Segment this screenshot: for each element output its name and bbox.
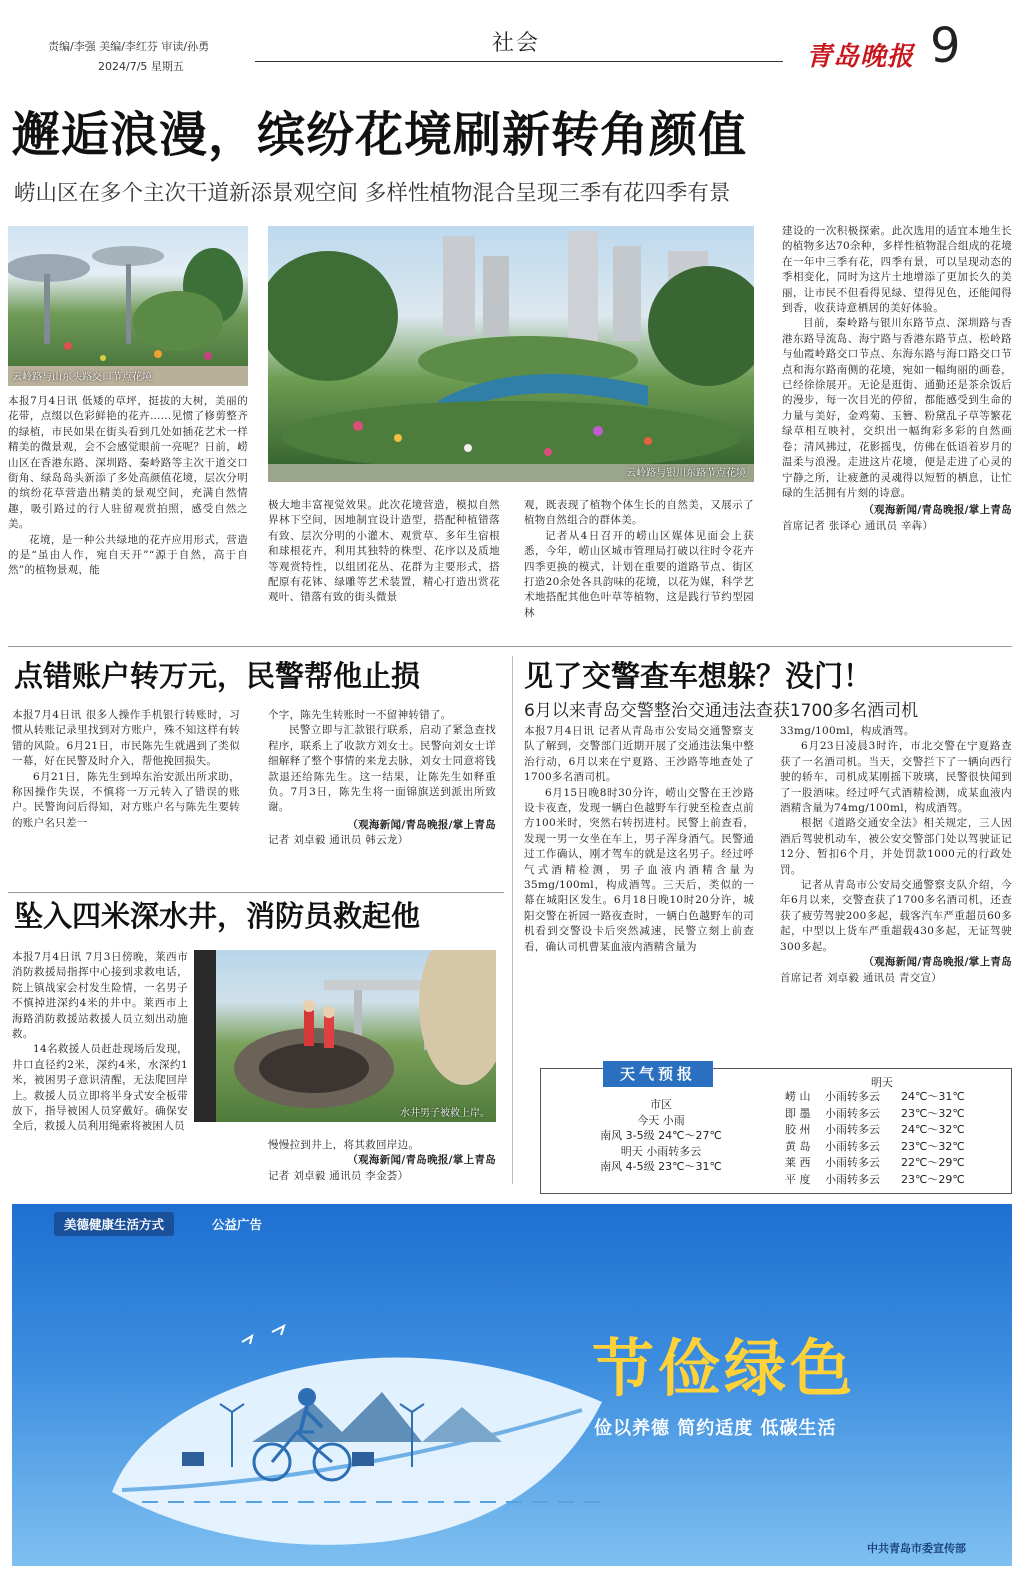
district-name: 胶 州	[785, 1123, 811, 1136]
lead-col-4-para: 建设的一次积极探索。此次选用的适宜本地生长的植物多达70余种，多样性植物混合组成的花境在一年中三季有花，四季有景，可以呈现动态的季相变化，同时为这片土地增添了更加长久的美丽，让市民不但看得见绿、望得见色，还能闻得到香，收获诗意栖居的美好体验。	[782, 225, 1012, 315]
story3-col-1	[12, 950, 188, 1135]
weather-today-detail: 南风 3-5级 24℃～27℃	[600, 1129, 722, 1142]
district-name: 黄 岛	[785, 1139, 811, 1153]
weather-district-row	[785, 1139, 1005, 1156]
ad-title: 节俭绿色	[592, 1332, 857, 1405]
story4-byline	[780, 955, 1012, 986]
district-cond: 小雨转多云	[825, 1156, 880, 1169]
story3-byline	[268, 1153, 496, 1184]
district-temp: 24℃～32℃	[901, 1123, 965, 1136]
story4-col-2	[780, 724, 1012, 986]
lead-col-1-para: 本报7月4日讯 低矮的草坪，挺拔的大树，美丽的花带，点缀以色彩鲜艳的花卉……见惯了修剪整齐的绿植，市民如果在街头看到几处如插花艺术一样精美的微景观，会不会感觉眼前一亮呢？日前，崂山区在香港东路、深圳路、秦岭路等主次干道交口街角、绿岛岛头新添了多处高颜值花境，层次分明的缤纷花草营造出精美的景观空间，充满自然情趣，吸引路过的行人驻留观赏拍照，感受自然之美。	[8, 395, 248, 531]
weather-district-row	[785, 1122, 1005, 1139]
story2-col-1-para: 本报7月4日讯 很多人操作手机银行转账时，习惯从转账记录里找到对方账户，殊不知这样有转错的风险。6月21日，市民陈先生就遇到了类似一幕，好在民警及时介入，帮他挽回损失。	[12, 709, 240, 768]
story2-col-2	[268, 708, 496, 849]
ad-tag-1: 美德健康生活方式	[54, 1212, 174, 1236]
district-temp: 24℃～31℃	[901, 1090, 965, 1103]
lead-photo-large-caption: 云岭路与银川东路节点花境	[626, 468, 746, 479]
lead-subhead: 崂山区在多个主次干道新添景观空间 多样性植物混合呈现三季有花四季有景	[14, 181, 731, 206]
story3-headline: 坠入四米深水井，消防员救起他	[14, 899, 421, 933]
story4-byline-line-1: （观海新闻/青岛晚报/掌上青岛	[863, 956, 1012, 969]
section-title: 社会	[492, 31, 541, 56]
district-name: 莱 西	[785, 1156, 811, 1169]
story3-col-2	[268, 1138, 496, 1184]
masthead-logo: 青岛晚报	[806, 42, 915, 72]
ad-slogan: 俭以养德 简约适度 低碳生活	[594, 1418, 837, 1439]
story3-col-1-para-2: 14名救援人员赶赴现场后发现，井口直径约2米，深约4米，水深约1米，被困男子意识清醒，无法爬回岸上。救援人员立即将半身式安全板带放下，指导被困人员穿戴好。确保安全后，救援人员利用绳索将被困人员	[12, 1043, 188, 1133]
story4-col-1	[524, 724, 754, 955]
district-cond: 小雨转多云	[825, 1172, 880, 1186]
story3-col-2-para: 慢慢拉到井上，将其救回岸边。	[268, 1139, 420, 1151]
weather-district-row	[785, 1106, 1005, 1123]
weather-tomorrow-detail: 南风 4-5级 23℃～31℃	[600, 1160, 722, 1173]
header-rule	[255, 61, 783, 62]
lead-byline-line-1: （观海新闻/青岛晚报/掌上青岛	[863, 504, 1012, 517]
weather-tomorrow: 明天 小雨转多云	[620, 1144, 702, 1158]
ad-tag-2: 公益广告	[212, 1217, 263, 1232]
story4-col-1-para-2: 6月15日晚8时30分许，崂山交警在王沙路设卡夜查，发现一辆白色越野车行驶至检查点前方100米时，突然右转拐进村。民警上前查看，发现一男一女坐在车上，男子浑身酒气。民警通过工作确认，刚才驾车的就是这名男子。经过呼气式酒精检测，男子血液内酒精含量为35mg/100ml，构成酒驾。三天后，类似的一幕在城阳区发生。6月18日晚10时20分许，城阳交警在祈园一路夜查时，一辆白色越野车的司机看到交警设卡后突然减速，民警立刻上前查看，确认司机曹某血液内酒精含量为	[524, 786, 754, 953]
ad-leaf-illustration	[82, 1292, 642, 1562]
story4-headline: 见了交警查车想躲？没门！	[524, 659, 873, 693]
weather-tomorrow-header: 明天	[871, 1076, 893, 1089]
story2-col-2-para-2: 民警立即与汇款银行联系，启动了紧急查找程序，联系上了收款方刘女士。民警向刘女士详细解释了整个事情的来龙去脉，刘女士同意将钱款退还给陈先生。这一结果，让陈先生如释重负。7月3日，陈先生将一面锦旗送到派出所致谢。	[268, 724, 496, 814]
lead-col-1	[8, 394, 248, 579]
story4-byline-line-2: 首席记者 刘卓毅 通讯员 青交宣）	[780, 971, 943, 984]
story2-headline: 点错账户转万元，民警帮他止损	[14, 659, 421, 693]
divider-lead	[8, 646, 1012, 647]
weather-district-row	[785, 1089, 1005, 1106]
story2-col-2-para: 个字，陈先生转账时一不留神转错了。	[268, 709, 452, 721]
lead-col-2-para: 极大地丰富视觉效果。此次花境营造，模拟自然界林下空间，因地制宜设计造型，搭配种植错落有致、层次分明的小灌木、观赏草、多年生宿根和球根花卉，利用其独特的株型、花序以及质地等观赏特性，以组团花丛、花群为主要形式，搭配原有花钵、绿雕等艺术装置，精心打造出赏花观叶、错落有致的街头微景	[268, 499, 500, 604]
district-temp: 23℃～29℃	[901, 1172, 965, 1186]
story2-col-1	[12, 708, 240, 831]
story2-byline-line-1: （观海新闻/青岛晚报/掌上青岛	[347, 818, 496, 831]
district-name: 平 度	[785, 1172, 811, 1186]
district-name: 即 墨	[785, 1106, 811, 1120]
lead-col-4-para-2: 目前，秦岭路与银川东路节点、深圳路与香港东路导流岛、海宁路与香港东路节点、松岭路与仙霞岭路交口节点、东海东路与海口路交口节点和海尔路南侧的花境，宛如一幅绚丽的画卷，已经徐徐展开。无论是逛街、通勤还是茶余饭后的漫步，每一次目光的停留，都能感受到生命的力量与美好，金鸡菊、玉簪、粉黛乱子草等繁花绿草相互映衬，交织出一幅绚彩多彩的自然画卷；清风拂过，花影摇曳，仿佛在低语着岁月的温柔与浪漫。走进这片花境，便是走进了心灵的宁静之所，让疲惫的灵魂得以短暂的栖息，让忙碌的生活拥有片刻的诗意。	[782, 317, 1012, 499]
story3-byline-line-1: （观海新闻/青岛晚报/掌上青岛	[347, 1154, 496, 1167]
story4-col-2-para-2: 6月23日凌晨3时许，市北交警在宁夏路查获了一名酒司机。当天，交警拦下了一辆向西行驶的轿车，司机成某刚摇下玻璃，民警很快闻到了一股酒味。经过呼气式酒精检测，成某血液内酒精含量为74mg/100ml，构成酒驾。	[780, 740, 1012, 815]
lead-photo-small-caption: 云岭路与山东头路交口节点花境	[12, 372, 152, 383]
story2-col-1-para-2: 6月21日，陈先生到埠东治安派出所求助，称因操作失误，不慎将一万元转入了错误的账户。民警询问后得知，对方账户名与陈先生要转的账户名只差一	[12, 770, 240, 829]
district-cond: 小雨转多云	[825, 1123, 880, 1136]
lead-col-1-para-2: 花境，是一种公共绿地的花卉应用形式，营造的是“虽由人作，宛自天开”“源于自然，高于自然”的植物景观，能	[8, 533, 248, 577]
weather-city-label: 市区	[650, 1098, 672, 1111]
divider-col	[512, 656, 513, 1184]
story2-byline-line-2: 记者 刘卓毅 通讯员 韩云龙）	[268, 834, 409, 847]
weather-district-row	[785, 1155, 1005, 1172]
district-name: 崂 山	[785, 1090, 811, 1103]
story2-byline	[268, 818, 496, 849]
lead-headline: 邂逅浪漫，缤纷花境刷新转角颜值	[12, 107, 748, 163]
story3-photo-caption: 水井男子被救上岸。	[400, 1108, 490, 1119]
story4-col-1-para: 本报7月4日讯 记者从青岛市公安局交通警察支队了解到，交警部门近期开展了交通违法集中整治行动，6月以来在宁夏路、王沙路等地查处了1700多名酒司机。	[524, 725, 754, 784]
lead-col-4	[782, 224, 1012, 534]
district-cond: 小雨转多云	[825, 1090, 880, 1103]
weather-district-row	[785, 1172, 1005, 1189]
page-number: 9	[930, 18, 961, 74]
header-date: 2024/7/5 星期五	[98, 60, 184, 73]
ad-banner	[12, 1204, 1012, 1566]
weather-box	[540, 1065, 1012, 1194]
story3-col-1-para: 本报7月4日讯 7月3日傍晚，莱西市消防救援局指挥中心接到求救电话，院上镇战家会村发生险情，一名男子不慎掉进深约4米的井中。莱西市上海路消防救援站救援人员立刻出动施救。	[12, 951, 188, 1041]
district-cond: 小雨转多云	[825, 1106, 880, 1120]
district-temp: 22℃～29℃	[901, 1156, 965, 1169]
weather-city-block	[561, 1097, 761, 1175]
lead-col-2	[268, 498, 500, 606]
lead-col-3-para: 观，既表现了植物个体生长的自然美，又展示了植物自然组合的群体美。	[524, 499, 754, 527]
story4-col-2-para-4: 记者从青岛市公安局交通警察支队介绍，今年6月以来，交警查获了1700多名酒司机，还查获了疲劳驾驶200多起，载客汽车严重超员60多起，中型以上货车严重超载430多起，无证驾驶300多起。	[780, 879, 1012, 953]
story4-subhead: 6月以来青岛交警整治交通违法查获1700多名酒司机	[524, 701, 919, 721]
ad-sponsor: 中共青岛市委宣传部	[867, 1542, 966, 1555]
divider-story2	[8, 892, 504, 893]
lead-byline	[782, 503, 1012, 534]
district-cond: 小雨转多云	[825, 1139, 880, 1153]
story4-col-2-para: 33mg/100ml，构成酒驾。	[780, 725, 915, 737]
lead-byline-line-2: 首席记者 张译心 通讯员 辛犇）	[782, 519, 934, 532]
lead-photo-small	[8, 226, 248, 386]
weather-today: 今天 小雨	[637, 1113, 685, 1127]
weather-title: 天气预报	[603, 1061, 713, 1087]
lead-photo-large	[268, 226, 754, 482]
story3-photo	[194, 950, 496, 1122]
lead-col-3	[524, 498, 754, 621]
district-temp: 23℃～32℃	[901, 1139, 965, 1153]
header-editors: 责编/李强 美编/李红芬 审读/孙勇	[48, 40, 210, 53]
story4-col-2-para-3: 根据《道路交通安全法》相关规定，三人因酒后驾驶机动车，被公安交警部门处以驾驶证记12分、暂扣6个月，并处罚款1000元的行政处罚。	[780, 817, 1012, 876]
story3-byline-line-2: 记者 刘卓毅 通讯员 李金荟）	[268, 1169, 409, 1182]
weather-district-list	[785, 1089, 1005, 1188]
lead-col-3-para-2: 记者从4日召开的崂山区媒体见面会上获悉，今年，崂山区城市管理局打破以往时令花卉四季更换的模式，计划在重要的道路节点、街区打造20余处各具韵味的花境，以花为媒，科学艺术地搭配其他色叶草等植物，这是践行节约型园林	[524, 529, 754, 619]
district-temp: 23℃～32℃	[901, 1106, 965, 1120]
